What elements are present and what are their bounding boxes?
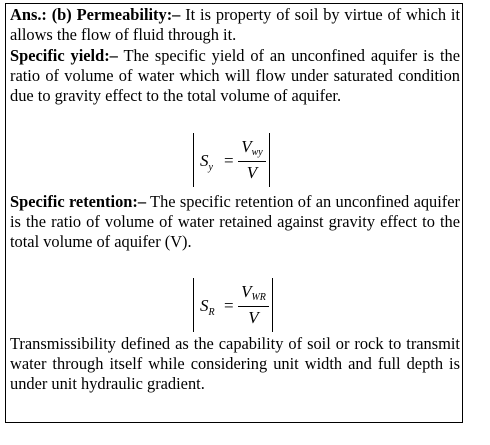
specific-retention-heading: Specific retention:– [10,192,147,211]
equals-sign: = [224,296,234,315]
specific-yield-formula [193,133,270,187]
permeability-paragraph [10,5,460,45]
specific-retention-formula [193,278,273,332]
fraction-numerator: $V_{WR}$ [241,282,266,303]
transmissibility-paragraph [10,334,460,394]
permeability-text: It is property of soil by virtue of which it allows the flow of fluid through it. [10,5,460,44]
specific-yield-text: The specific yield of an unconfined aquifer is the ratio of volume of water which will flow under saturated condition due to gravity effect to the total volume of aquifer. [10,46,460,105]
transmissibility-text: Transmissibility defined as the capability of soil or rock to transmit water through itself while considering unit width and full depth is under unit hydraulic gradient. [10,334,460,393]
equals-sign: = [224,151,234,170]
formula-fraction [238,281,269,329]
fraction-denominator: V [246,163,258,182]
specific-retention-paragraph [10,192,460,252]
fraction-numerator: $V_{wy}$ [241,137,263,158]
formula-lhs: $S_R$ [200,296,215,318]
specific-yield-paragraph [10,46,460,106]
specific-retention-text: The specific retention of an unconfined aquifer is the ratio of volume of water retained against gravity effect to the total volume of aquifer (V). [10,192,460,251]
formula-fraction [238,136,266,184]
formula-lhs: $S_y$ [200,151,213,173]
specific-yield-heading: Specific yield:– [10,46,118,65]
fraction-denominator: V [248,308,259,327]
permeability-heading: Ans.: (b) Permeability:– [10,5,181,24]
